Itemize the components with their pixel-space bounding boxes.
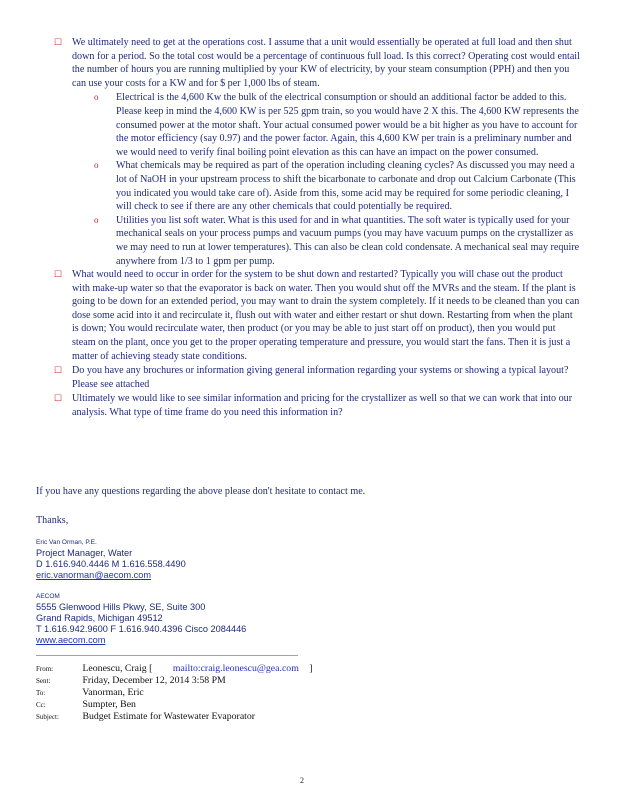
sub-question-item	[80, 214, 581, 268]
subject-label: Subject:	[36, 713, 59, 721]
sub-question-item	[80, 159, 581, 213]
header-divider	[36, 655, 298, 656]
question-item	[36, 364, 581, 391]
circle-bullet-icon: o	[94, 214, 99, 225]
sub-question-text: Utilities you list soft water. What is this used for and in what quantities. The soft water is typically used for your mechanical seals on your process pumps and vacuum pumps (you may have vacuum pumps on the crystallizer as we may need to run at lower temperatures). This can also be clean cold condensate. A mechanical seal may require anywhere from 1/3 to 1 gpm per pump.	[116, 214, 580, 267]
signature-title: Project Manager, Water	[36, 548, 133, 558]
question-text: Ultimately we would like to see similar information and pricing for the crystallizer as well so that we can work that into our analysis. What type of time frame do you need this information in?	[72, 393, 573, 419]
question-text: We ultimately need to get at the operations cost. I assume that a unit would essentially be operated at full load and then shut down for a period. So the total cost would be a percentage of continuous full load. Is this correct? Operating cost would entail the number of hours you are running multiplied by your KW of electricity, by your steam consumption (PPH) and then you can use your costs for a KW and for $ per 1,000 lbs of steam.	[72, 37, 580, 89]
circle-bullet-icon: o	[94, 92, 99, 103]
company-phones: T 1.616.942.9600 F 1.616.940.4396 Cisco 2084446	[36, 624, 247, 634]
cc-row	[36, 699, 313, 711]
thanks-line: Thanks,	[36, 515, 69, 526]
sent-value: Friday, December 12, 2014 3:58 PM	[82, 675, 226, 686]
signature-name: Eric Van Orman, P.E.	[36, 539, 97, 546]
closing-line: If you have any questions regarding the above please don't hesitate to contact me.	[36, 486, 366, 497]
to-row	[36, 687, 313, 699]
sub-question-item	[80, 91, 581, 159]
to-value: Vanorman, Eric	[82, 687, 144, 698]
sent-row	[36, 675, 313, 687]
from-value: Leonescu, Craig [	[82, 663, 153, 674]
question-text: What would need to occur in order for the system to be shut down and restarted? Typically you will chase out the product with make-up water so that the evaporator is back on water. Then you would shut off the MVRs and the steam. If the plant is going to be down for an extended period, you may want to drain the system completely. If it needs to be cleaned than you can dose some acid into it and recirculate it, flush out with water and either restart or shut down. Restarting from when the plant is down; You would recirculate water, then product (or you may be able to just start off on product), then you would put steam on the plant, once you get to the proper operating temperature and pressure, you would start the fans. Then it is just a matter of achieving steady state conditions.	[72, 269, 580, 362]
checkbox-bullet-icon: ☐	[54, 393, 63, 404]
cc-value: Sumpter, Ben	[82, 699, 136, 710]
question-item	[36, 36, 581, 90]
email-signature	[36, 537, 246, 646]
question-list	[36, 36, 581, 421]
from-label: From:	[36, 665, 54, 673]
sub-question-text: What chemicals may be required as part of the operation including cleaning cycles? As discussed you may need a lot of NaOH in your upstream process to shift the bicarbonate to carbonate and drop out Calcium Carbonate (This you indicated you would take care of). Aside from this, some acid may be required for some periodic cleaning, I will check to see if there are any other chemicals that could potentially be required.	[116, 160, 576, 213]
question-text: Do you have any brochures or information giving general information regarding your systems or showing a typical layout? Please see attached	[72, 365, 569, 390]
question-item	[36, 392, 581, 419]
sub-question-text: Electrical is the 4,600 Kw the bulk of the electrical consumption or should an additional factor be added to this. Please keep in mind the 4,600 KW is per 525 gpm train, so you would have 2 X this. The 4,600 KW represents the consumed power at the motor shaft. Your actual consumed power would be a bit higher as you have to account for the motor efficiency (say 0.97) and the power factor. Again, this 4,600 KW per train is a preliminary number and we would need to verify final boiling point elevation as this can have an impact on the power consumed.	[116, 92, 579, 158]
signature-phones: D 1.616.940.4446 M 1.616.558.4490	[36, 559, 186, 569]
sent-label: Sent:	[36, 677, 51, 685]
question-item	[36, 268, 581, 363]
checkbox-bullet-icon: ☐	[54, 37, 63, 47]
page-number: 2	[300, 776, 304, 785]
company-website-link[interactable]: www.aecom.com	[36, 635, 106, 645]
company-address-line1: 5555 Glenwood Hills Pkwy, SE, Suite 300	[36, 602, 206, 612]
circle-bullet-icon: o	[94, 160, 99, 171]
from-mailto-link[interactable]: mailto:craig.leonescu@gea.com	[172, 663, 299, 674]
company-logo: AECOM	[36, 593, 60, 600]
cc-label: Cc:	[36, 701, 46, 709]
email-header	[36, 663, 313, 723]
to-label: To:	[36, 689, 46, 697]
from-row	[36, 663, 313, 675]
checkbox-bullet-icon: ☐	[54, 365, 63, 376]
from-close-bracket: ]	[309, 663, 313, 674]
subject-row	[36, 711, 313, 723]
checkbox-bullet-icon: ☐	[54, 269, 63, 280]
company-address-line2: Grand Rapids, Michigan 49512	[36, 613, 163, 623]
subject-value: Budget Estimate for Wastewater Evaporator	[82, 711, 256, 722]
signature-email-link[interactable]: eric.vanorman@aecom.com	[36, 570, 152, 580]
